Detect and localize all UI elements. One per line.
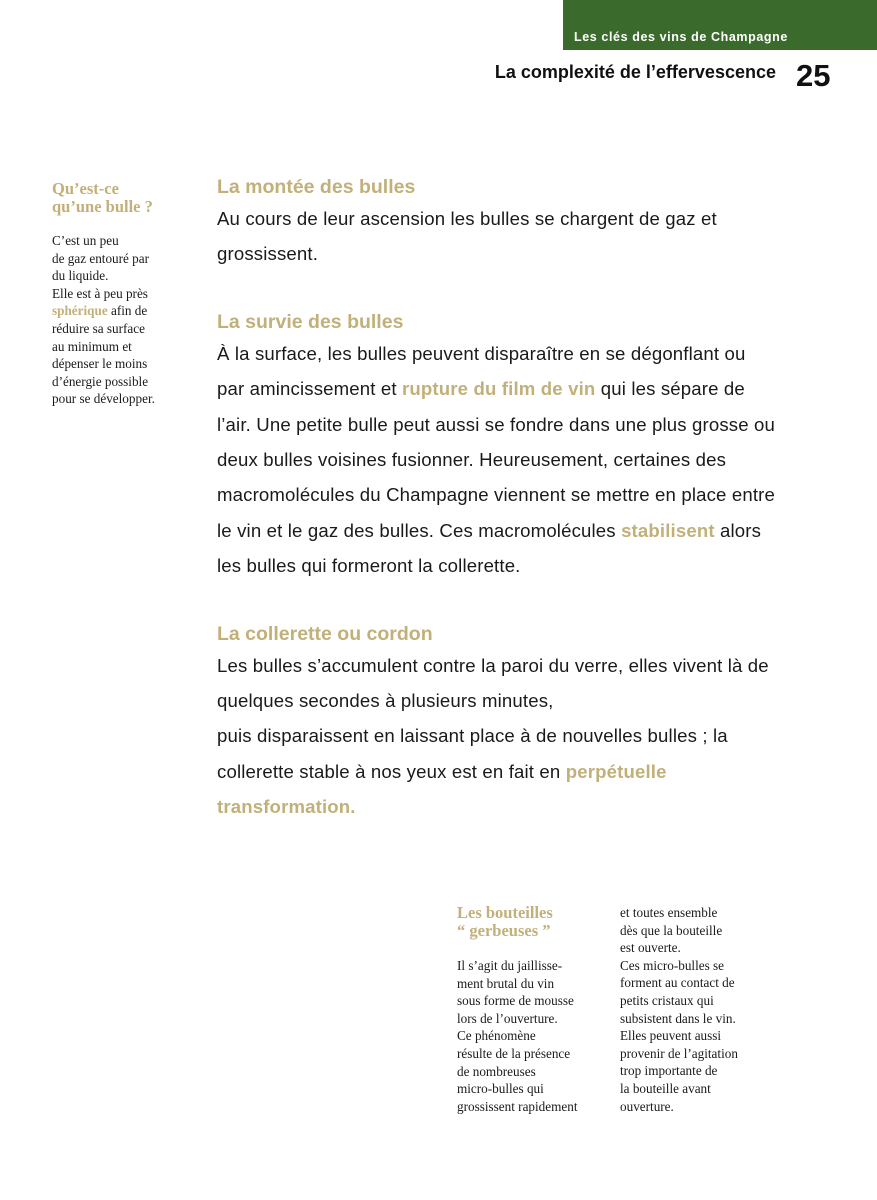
section-title: La montée des bulles xyxy=(217,176,416,198)
text-part: qui les sépare de l’air. Une petite bulle peut aussi se fondre dans une plus grosse ou deux bulles voisines fusionner. Heureusement, certaines des macromolécules du Champagne viennent se mettre en place entre le vin et le gaz des bulles. Ces macromolécules xyxy=(217,378,776,541)
note-title-line2: “ gerbeuses ” xyxy=(457,921,551,940)
page-number: 25 xyxy=(796,58,831,93)
text-part: À la surface, les bulles peuvent disparaître en se dégonflant ou par amincissement et xyxy=(217,342,746,400)
note-title xyxy=(457,904,607,940)
sidebar-title-line1: Qu’est-ce xyxy=(52,179,119,198)
header-band xyxy=(563,0,877,50)
sidebar-text-before: C’est un peu de gaz entouré par du liquide. Elle est à peu près xyxy=(52,233,150,301)
section-survie xyxy=(217,308,777,584)
note-text-1: Il s’agit du jaillisse- ment brutal du vin sous forme de mousse lors de l’ouverture. Ce phénomène résulte de la présence de nombreuses micro-bulles qui grossissent rapidement xyxy=(457,958,578,1114)
book-title: Les clés des vins de Champagne xyxy=(574,30,788,44)
sidebar-note xyxy=(52,180,182,408)
section-text xyxy=(217,648,777,825)
text-part: Les bulles s’accumulent contre la paroi du verre, elles vivent là de quelques secondes à plusieurs minutes, xyxy=(217,654,769,712)
main-content xyxy=(217,173,777,825)
section-collerette xyxy=(217,620,777,825)
section-text: Au cours de leur ascension les bulles se chargent de gaz et grossissent. xyxy=(217,208,717,265)
sidebar-title xyxy=(52,180,182,216)
section-text xyxy=(217,336,777,584)
section-montee xyxy=(217,173,777,272)
sidebar-title-line2: qu’une bulle ? xyxy=(52,197,153,216)
section-title: La collerette ou cordon xyxy=(217,622,433,645)
chapter-title: La complexité de l’effervescence xyxy=(494,62,776,82)
sidebar-highlight: sphérique xyxy=(52,303,108,319)
sidebar-text-after: afin de réduire sa surface au minimum et dépenser le moins d’énergie possible pour se développer. xyxy=(52,303,155,407)
sidebar-body xyxy=(52,232,182,408)
note-column-1 xyxy=(457,904,607,1115)
note-column-2 xyxy=(620,904,780,1115)
highlight-term: stabilisent xyxy=(621,519,715,541)
note-text-2: et toutes ensemble dès que la bouteille est ouverte. Ces micro-bulles se forment au contact de petits cristaux qui subsistent dans le vin. Elles peuvent aussi provenir de l’agitation trop importante de la bouteille avant ouverture. xyxy=(620,905,738,1114)
section-title: La survie des bulles xyxy=(217,310,404,333)
highlight-term: rupture du film de vin xyxy=(402,378,596,400)
text-part: alors les bulles qui formeront la collerette. xyxy=(217,519,762,577)
highlight-term: perpétuelle transformation. xyxy=(217,760,667,818)
text-part: puis disparaissent en laissant place à de nouvelles bulles ; la collerette stable à nos yeux est en fait en xyxy=(217,725,728,782)
note-title-line1: Les bouteilles xyxy=(457,903,553,922)
